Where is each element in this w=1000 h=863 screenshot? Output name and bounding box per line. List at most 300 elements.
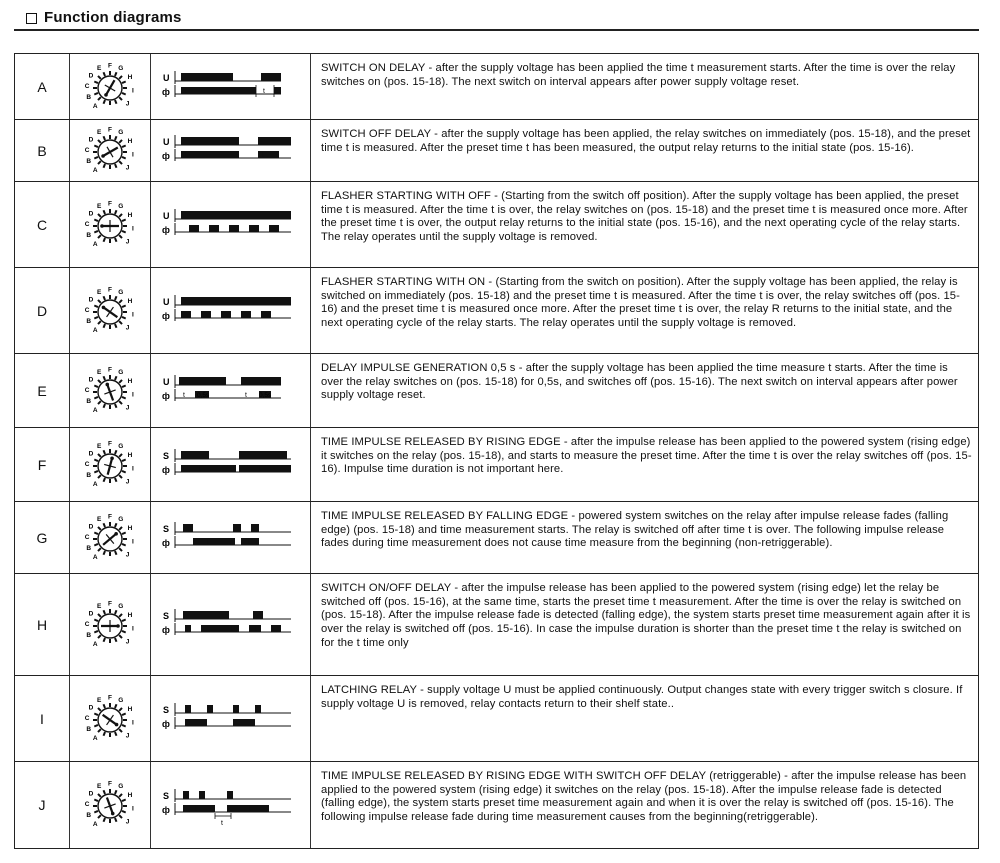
diagram-svg — [151, 65, 311, 109]
dial-pointer-tip — [101, 154, 105, 158]
function-row — [15, 676, 978, 762]
dial-tick — [103, 238, 105, 242]
dial-tick — [94, 713, 98, 715]
dial-letter: I — [132, 719, 134, 727]
dial-tick — [98, 299, 101, 302]
dial-letter: C — [84, 714, 90, 722]
dial-tick — [94, 811, 98, 813]
dial-pointer-tip — [105, 382, 109, 386]
dial-tick — [115, 296, 117, 300]
dial-pointer-tip — [102, 305, 106, 309]
dial-letter: B — [86, 471, 92, 479]
dial-letter: H — [127, 451, 133, 459]
dial-tick — [94, 230, 98, 232]
dial-tick — [115, 238, 117, 242]
relay-pulse — [261, 311, 271, 318]
dial-letter: G — [118, 128, 124, 136]
dial-letter: H — [127, 611, 133, 619]
timing-diagram — [162, 703, 291, 729]
function-row — [15, 182, 978, 268]
time-label: t — [262, 152, 264, 159]
dial-tick — [122, 532, 126, 534]
dial-tick — [119, 453, 122, 456]
timing-diagram — [162, 449, 291, 475]
time-label: t — [259, 466, 261, 473]
relay-symbol-icon: ф — [162, 538, 170, 548]
dial-letter: B — [86, 544, 92, 552]
time-label: t — [183, 392, 185, 399]
relay-pulse — [201, 625, 239, 632]
dial-tick — [115, 324, 117, 328]
dial-tick — [119, 235, 122, 238]
dial-tick — [115, 72, 117, 76]
dial-letter: G — [118, 368, 124, 376]
dial-letter: E — [97, 202, 102, 210]
dial-tick — [115, 450, 117, 454]
dial-tick — [98, 213, 101, 216]
timing-diagram — [162, 609, 291, 635]
dial-pointer-tip — [116, 624, 120, 628]
relay-pulse — [269, 225, 279, 232]
diagram-svg — [151, 129, 311, 173]
dial-letter: H — [127, 297, 133, 305]
relay-symbol-icon: ф — [162, 87, 170, 97]
signal-label: U — [163, 377, 170, 387]
dial-cell — [70, 428, 151, 501]
time-label: t — [221, 820, 223, 827]
dial-tick — [119, 707, 122, 710]
dial-tick — [98, 548, 101, 551]
dial-letter: C — [84, 801, 90, 809]
dial-pointer-tip — [114, 532, 118, 536]
dial-letter: H — [127, 792, 133, 799]
signal-pulse — [181, 297, 291, 305]
signal-pulse — [261, 73, 281, 81]
dial-letter: F — [108, 200, 112, 207]
dial-tick — [94, 316, 98, 318]
function-row — [15, 120, 978, 182]
dial-letter: F — [108, 780, 112, 788]
dial-tick — [103, 164, 105, 168]
relay-symbol-icon: ф — [162, 625, 170, 635]
dial-tick — [122, 630, 126, 632]
dial-letter: J — [125, 163, 130, 171]
relay-pulse — [239, 465, 291, 472]
diagram-cell — [151, 268, 311, 353]
dial-tick — [103, 551, 105, 555]
selector-dial-icon — [85, 600, 134, 648]
dial-tick — [122, 145, 126, 147]
signal-label: U — [163, 73, 170, 83]
dial-tick — [103, 478, 105, 482]
dial-letter: C — [84, 533, 90, 541]
dial-tick — [98, 453, 101, 456]
half-second-label: 0,5s — [259, 392, 272, 399]
function-description: FLASHER STARTING WITH ON - (Starting from the switch on position). After the supply voltage has been applied, the relay is switched on immediately (pos. 15-18) and the preset time t is measured. After the time t is over, the relay switches off (pos. 15-16) and the preset time t is measured once more. After the preset time t is over, the relay R returns to the initial state, and the next operating cycle of the relay starts. The relay operates until the supply voltage is removed. — [321, 276, 960, 330]
selector-dial-icon — [85, 440, 134, 488]
signal-pulse — [233, 524, 241, 532]
relay-pulse — [181, 87, 256, 94]
dial-tick — [115, 136, 117, 140]
dial-tick — [119, 635, 122, 638]
dial-svg — [81, 690, 139, 748]
dial-letter: J — [125, 323, 130, 331]
dial-tick — [115, 732, 117, 736]
dial-tick — [115, 704, 117, 708]
timing-diagram — [162, 71, 281, 97]
dial-tick — [119, 401, 122, 404]
diagram-svg — [151, 603, 311, 647]
dial-tick — [98, 707, 101, 710]
dial-tick — [119, 613, 122, 616]
signal-label: S — [163, 791, 170, 801]
dial-tick — [98, 161, 101, 164]
dial-tick — [94, 470, 98, 472]
dial-letter: B — [86, 725, 92, 733]
selector-dial-icon — [85, 366, 134, 414]
dial-tick — [98, 75, 101, 78]
time-label: t — [186, 626, 188, 633]
dial-cell — [70, 502, 151, 573]
dial-letter: D — [88, 704, 94, 712]
function-letter: G — [15, 502, 70, 573]
time-label: t — [199, 466, 201, 473]
time-label: t — [273, 312, 275, 319]
dial-letter: C — [84, 82, 90, 90]
section-title: Function diagrams — [44, 9, 182, 26]
signal-label: S — [163, 451, 170, 461]
function-row — [15, 502, 978, 574]
dial-letter: A — [92, 326, 98, 334]
signal-pulse — [181, 73, 233, 81]
dial-cell — [70, 182, 151, 267]
dial-letter: C — [84, 306, 90, 314]
dial-letter: F — [108, 62, 112, 69]
selector-dial-icon — [85, 200, 134, 248]
time-label: t — [263, 88, 265, 95]
relay-pulse — [183, 805, 215, 812]
dial-tick — [94, 219, 98, 221]
time-label: t — [195, 806, 197, 813]
dial-tick — [103, 136, 105, 140]
selector-dial-icon — [85, 286, 134, 334]
function-description: TIME IMPULSE RELEASED BY RISING EDGE WITH SWITCH OFF DELAY (retriggerable) - after the impulse release has been applied to the powered system (rising edge) it switches on the relay (pos. 15-18). After the impulse release fade is detected (falling edge), the system starts preset time measurement again and when it is over the relay is switched off (pos. 15-16). The following impulse release fade during time measurement causes from the beginning(retriggerable). — [321, 770, 967, 824]
dial-letter: F — [108, 694, 112, 701]
dial-tick — [98, 139, 101, 142]
dial-letter: H — [127, 73, 133, 81]
time-label: t — [272, 626, 274, 633]
dial-letter: G — [118, 696, 124, 704]
dial-tick — [94, 385, 98, 387]
function-letter: A — [15, 54, 70, 119]
relay-pulse — [209, 225, 219, 232]
dial-letter: H — [127, 524, 133, 532]
function-letter: J — [15, 762, 70, 848]
dial-letter: D — [88, 210, 94, 218]
dial-letter: G — [118, 515, 124, 523]
time-label: t — [253, 312, 255, 319]
dial-letter: D — [88, 72, 94, 80]
dial-letter: F — [108, 126, 112, 133]
function-letter: F — [15, 428, 70, 501]
dial-tick — [115, 210, 117, 214]
diagram-svg — [151, 369, 311, 413]
dial-tick — [119, 299, 122, 302]
diagram-cell — [151, 54, 311, 119]
dial-letter: H — [127, 137, 133, 145]
function-description: DELAY IMPULSE GENERATION 0,5 s - after the supply voltage has been applied the time measure t starts. After the time is over the relay switches on (pos. 15-18) for 0,5s, and switches off (pos. 15-16). The next switch on interval appears after power supply voltage reset. — [321, 362, 958, 402]
dial-tick — [115, 164, 117, 168]
dial-letter: G — [118, 783, 124, 791]
time-label: t — [204, 226, 206, 233]
dial-letter: I — [132, 538, 134, 546]
dial-tick — [103, 296, 105, 300]
dial-tick — [119, 161, 122, 164]
dial-tick — [119, 526, 122, 529]
dial-letter: A — [92, 166, 98, 174]
diagram-cell — [151, 120, 311, 181]
dial-tick — [94, 630, 98, 632]
function-description: SWITCH OFF DELAY - after the supply voltage has been applied, the relay switches on immediately (pos. 15-18), and the preset time t is measured. After the preset time t has been measured, the output relay returns to the initial state (pos. 15-16). — [321, 128, 971, 154]
function-letter: C — [15, 182, 70, 267]
dial-tick — [122, 156, 126, 158]
dial-tick — [98, 613, 101, 616]
diagram-svg — [151, 516, 311, 560]
dial-letter: J — [125, 237, 130, 245]
relay-symbol-icon: ф — [162, 465, 170, 475]
relay-symbol-icon: ф — [162, 311, 170, 321]
signal-pulse — [253, 611, 263, 619]
function-letter: I — [15, 676, 70, 761]
dial-letter: J — [125, 818, 130, 826]
signal-label: S — [163, 705, 170, 715]
dial-svg — [81, 58, 139, 116]
dial-tick — [122, 396, 126, 398]
dial-tick — [119, 139, 122, 142]
dial-pointer-tip — [104, 93, 108, 97]
timing-diagram — [162, 295, 291, 321]
dial-svg — [81, 282, 139, 340]
dial-letter: G — [118, 202, 124, 210]
dial-letter: E — [97, 442, 102, 450]
dial-letter: A — [92, 640, 98, 648]
dial-tick — [122, 385, 126, 387]
relay-pulse — [181, 311, 191, 318]
dial-tick — [119, 729, 122, 732]
function-row — [15, 354, 978, 428]
function-description: TIME IMPULSE RELEASED BY FALLING EDGE - powered system switches on the relay after impulse release fades (falling edge) (pos. 15-18) and time measurement starts. The relay is switched off after time t is over. The following impulse release fades during time measurement does not cause time measure from the beginning (non-retriggerable). — [321, 510, 949, 550]
dial-tick — [94, 92, 98, 94]
dial-cell — [70, 354, 151, 427]
dial-tick — [94, 532, 98, 534]
half-second-label: 0,5s — [197, 392, 210, 399]
dial-letter: I — [132, 465, 134, 473]
signal-label: S — [163, 611, 170, 621]
dial-tick — [122, 230, 126, 232]
dial-letter: I — [132, 225, 134, 233]
dial-letter: J — [125, 403, 130, 411]
dial-tick — [98, 97, 101, 100]
dial-letter: E — [97, 128, 102, 136]
relay-pulse — [241, 311, 251, 318]
signal-pulse — [241, 377, 281, 385]
dial-letter: E — [97, 368, 102, 376]
time-label: t — [248, 539, 250, 546]
dial-tick — [119, 815, 122, 818]
dial-cell — [70, 574, 151, 675]
dial-tick — [94, 459, 98, 461]
function-description: TIME IMPULSE RELEASED BY RISING EDGE - after the impulse release has been applied to the powered system (rising edge) it switches on the relay (pos. 15-18), and starts to measure the preset time. After the time t is over the relay switches off (pos. 15-16). Impulse time duration is not important here. — [321, 436, 972, 476]
dial-letter: H — [127, 705, 133, 713]
dial-tick — [122, 713, 126, 715]
dial-tick — [103, 732, 105, 736]
dial-tick — [98, 475, 101, 478]
diagram-cell — [151, 182, 311, 267]
dial-letter: F — [108, 286, 112, 293]
dial-svg — [81, 509, 139, 567]
relay-pulse — [181, 465, 236, 472]
dial-tick — [103, 100, 105, 104]
function-description: SWITCH ON/OFF DELAY - after the impulse release has been applied to the powered system (rising edge) let the relay be switched off (pos. 15-16), at the same time, starts the preset time t measurement. After the time is over the relay is switched on (pos. 15-18). After the impulse release fade is detected (falling edge), the system starts preset time measurement again after it is over the relay is switched off (pos. 15-16). In case the impulse duration is shorter than the preset time t the relay is switched on for the t time only — [321, 582, 971, 649]
signal-pulse — [258, 137, 291, 145]
dial-letter: J — [125, 731, 130, 739]
dial-tick — [98, 635, 101, 638]
signal-pulse — [181, 137, 239, 145]
dial-tick — [115, 100, 117, 104]
dial-letter: H — [127, 211, 133, 219]
time-label: t — [185, 152, 187, 159]
relay-pulse — [181, 151, 239, 158]
dial-cell — [70, 54, 151, 119]
signal-label: U — [163, 137, 170, 147]
signal-pulse — [181, 451, 209, 459]
dial-letter: D — [88, 523, 94, 531]
signal-pulse — [207, 705, 213, 713]
relay-pulse — [189, 225, 199, 232]
dial-letter: D — [88, 610, 94, 618]
dial-tick — [94, 619, 98, 621]
dial-letter: F — [108, 513, 112, 520]
dial-letter: I — [132, 391, 134, 399]
dial-tick — [98, 526, 101, 529]
dial-tick — [103, 704, 105, 708]
dial-tick — [122, 459, 126, 461]
timing-diagram — [162, 522, 291, 548]
dial-letter: I — [132, 87, 134, 95]
dial-tick — [94, 156, 98, 158]
function-description: LATCHING RELAY - supply voltage U must be applied continuously. Output changes state with every trigger switch s closure. If supply voltage U is removed, relay contacts return to their shelf state.. — [321, 684, 963, 710]
dial-tick — [103, 638, 105, 642]
dial-tick — [115, 790, 117, 794]
dial-letter: B — [86, 631, 92, 639]
function-letter: E — [15, 354, 70, 427]
signal-pulse — [181, 211, 291, 219]
relay-pulse — [233, 719, 255, 726]
function-letter: H — [15, 574, 70, 675]
dial-letter: A — [92, 480, 98, 488]
timing-diagram — [162, 135, 291, 161]
relay-pulse — [241, 538, 259, 545]
dial-tick — [119, 97, 122, 100]
dial-svg — [81, 596, 139, 654]
dial-cell — [70, 676, 151, 761]
function-letter: D — [15, 268, 70, 353]
diagram-svg — [151, 203, 311, 247]
function-description: SWITCH ON DELAY - after the supply voltage has been applied the time t measurement starts. After the time is over the relay switches on (pos. 15-18). The next switch on interval appears after power supply voltage reset. — [321, 62, 956, 88]
dial-pointer-tip — [115, 722, 119, 726]
relay-pulse — [201, 311, 211, 318]
dial-letter: B — [86, 157, 92, 165]
time-label: t — [193, 312, 195, 319]
relay-pulse — [249, 225, 259, 232]
diagram-cell — [151, 428, 311, 501]
dial-letter: C — [84, 460, 90, 468]
dial-tick — [98, 794, 101, 797]
dial-letter: E — [97, 288, 102, 296]
signal-pulse — [183, 524, 193, 532]
dial-tick — [98, 321, 101, 324]
selector-dial-icon — [85, 694, 134, 742]
relay-pulse — [193, 538, 235, 545]
dial-tick — [94, 305, 98, 307]
relay-symbol-icon: ф — [162, 719, 170, 729]
dial-tick — [115, 404, 117, 408]
signal-label: U — [163, 211, 170, 221]
header-rule — [14, 29, 979, 31]
dial-letter: D — [88, 296, 94, 304]
dial-letter: F — [108, 440, 112, 447]
signal-pulse — [227, 791, 233, 799]
function-row — [15, 762, 978, 848]
dial-tick — [115, 551, 117, 555]
time-label: t — [185, 88, 187, 95]
selector-dial-icon — [85, 62, 134, 110]
time-label: t — [184, 226, 186, 233]
dial-letter: B — [86, 397, 92, 405]
diagram-svg — [151, 443, 311, 487]
time-label: t — [244, 226, 246, 233]
dial-svg — [81, 196, 139, 254]
time-label: t — [233, 312, 235, 319]
dial-tick — [122, 316, 126, 318]
dial-tick — [119, 321, 122, 324]
dial-tick — [103, 324, 105, 328]
time-label: t — [255, 626, 257, 633]
dial-letter: I — [132, 625, 134, 633]
dial-tick — [122, 799, 126, 801]
dial-letter: C — [84, 620, 90, 628]
dial-letter: D — [88, 450, 94, 458]
signal-pulse — [251, 524, 259, 532]
dial-tick — [98, 235, 101, 238]
dial-tick — [122, 724, 126, 726]
time-label: t — [245, 392, 247, 399]
dial-tick — [122, 219, 126, 221]
diagram-svg — [151, 783, 311, 827]
dial-tick — [115, 478, 117, 482]
dial-tick — [122, 543, 126, 545]
signal-pulse — [183, 611, 229, 619]
dial-tick — [98, 379, 101, 382]
relay-pulse — [229, 225, 239, 232]
signal-pulse — [183, 791, 189, 799]
dial-tick — [94, 81, 98, 83]
dial-letter: G — [118, 288, 124, 296]
dial-letter: B — [86, 93, 92, 101]
dial-svg — [81, 436, 139, 494]
dial-tick — [115, 818, 117, 822]
dial-letter: E — [97, 515, 102, 523]
